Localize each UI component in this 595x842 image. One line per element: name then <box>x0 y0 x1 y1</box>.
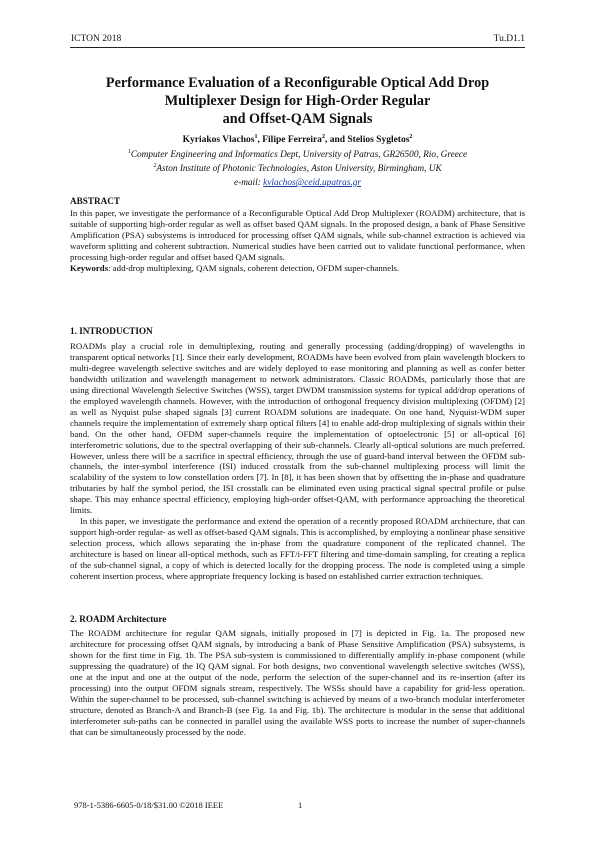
author-3: Stelios Sygletos <box>347 135 410 145</box>
paper-title <box>70 74 525 128</box>
title-line-2: Multiplexer Design for High-Order Regular <box>164 93 431 109</box>
affiliation-1-mark: 1 <box>127 148 131 155</box>
affiliation-1 <box>70 150 525 160</box>
paper-code: Tu.D1.1 <box>493 34 525 44</box>
author-1: Kyriakos Vlachos <box>182 135 255 145</box>
contact-email <box>70 178 525 188</box>
keywords-text: : add-drop multiplexing, QAM signals, coherent detection, OFDM super-channels. <box>108 262 400 273</box>
section-1-paragraph-2: In this paper, we investigate the performance and extend the operation of a recently proposed ROADM architecture, that can support high-order regular- as well as offset-based QAM signals. This is accomplished, by employing a nonlinear phase sensitive selection process, which allows separating the in-phase from the quadrature component of the replicated channel. The architecture is based on linear all-optical methods, such as FFT/i-FFT filtering and time-domain sampling, for creating a replica of the sub-channel signal, a copy of which is detected locally for the dropping process. The node is completed using a simple coherent insertion process, where appropriate frequency locking is based on established carrier extraction techniques. <box>70 516 525 582</box>
title-line-1: Performance Evaluation of a Reconfigurable Optical Add Drop <box>105 75 490 91</box>
section-1-paragraph-1: ROADMs play a crucial role in demultiplexing, routing and generally processing (adding/dropping) of wavelengths in transparent optical networks [1]. Since their early development, ROADMs have been evolved from plain wavelength blockers to multi-degree wavelength selective switches and are widely deployed to ease monitoring and planning as well as confer better bandwidth utilization and wavelength management to network administrators. Classic ROADMs, particularly those that are using directional Wavelength Selective Switches (WSS), target DWDM transmission systems for typical add/drop operations of the employed wavelength channels. However, with the introduction of orthogonal frequency division multiplexing (OFDM) [2] as well as Nyquist pulse shaped signals [3] current ROADM solutions are inadequate. On one hand, Nyquist-WDM super channels require the implementation of extremely sharp optical filters [4] to enable add-drop multiplexing of signals within their band. On the other hand, OFDM super-channels require the implementation of optoelectronic [5] or all-optical [6] interferometric solutions, due to the spectral overlapping of their sub-channels. Clearly all-optical solutions are much preferred. However, unless there will be a sacrifice in spectral efficiency, through the use of guard-band interval between the OFDM sub-channels, the inter-symbol interference (ISI) induced crosstalk from the sub-channel multiplexing process will limit the scalability of the system to low constellation orders [7]. In [8], it has been shown that by offsetting the in-phase and quadrature tributaries by half the symbol period, the ISI crosstalk can be eliminated even using practical signal spectral profile or pulse shape. This may enhance spectral efficiency, employing high-order offset-QAM, with performance approaching the theoretical limits. <box>70 341 525 516</box>
affiliation-2-text: Aston Institute of Photonic Technologies, Aston University, Birmingham, UK <box>156 164 442 174</box>
author-2-affil: 2 <box>321 133 325 140</box>
affiliation-2 <box>70 164 525 174</box>
author-2: Filipe Ferreira <box>262 135 322 145</box>
abstract-body <box>70 208 525 274</box>
author-separator: , and <box>324 135 348 145</box>
abstract-heading: ABSTRACT <box>70 196 121 206</box>
affiliation-1-text: Computer Engineering and Informatics Dept, University of Patras, GR26500, Rio, Greece <box>130 150 468 160</box>
conference-name: ICTON 2018 <box>71 34 122 44</box>
section-1-body <box>70 341 525 582</box>
title-line-3: and Offset-QAM Signals <box>222 111 373 127</box>
header-rule <box>70 47 525 48</box>
keywords-label: Keywords <box>70 262 109 273</box>
abstract-text: In this paper, we investigate the performance of a Reconfigurable Optical Add Drop Multiplexer (ROADM) architecture, that is suitable of supporting high-order regular as well as offset based QAM signals. In the proposed design, a bank of Phase Sensitive Amplification (PSA) subsystems is introduced for processing offset QAM signals, while sub-channel extraction is achieved via waveform splitting and coherent subtraction. Numerical studies have been carried out to validate functional performance, when processing high-order regular and offset based QAM signals. <box>70 208 525 262</box>
author-3-affil: 2 <box>409 133 413 140</box>
section-1-heading: 1. INTRODUCTION <box>70 326 153 336</box>
section-2-paragraph-1: The ROADM architecture for regular QAM signals, initially proposed in [7] is depicted in Fig. 1a. The proposed new architecture for processing offset QAM signals, by introducing a bank of Phase Sensitive Amplification (PSA) subsystems, is shown for the first time in Fig. 1b. The PSA sub-system is commissioned to differentially amplify in-phase component (while suppressing the quadrature) of the IQ QAM signal. For both designs, two conventional wavelength selective switches (WSS), one at the input and one at the output of the node, perform the selection of the super-channel and its re-insertion (after its processing) into the output OFDM signals stream, respectively. The WSSs should have a capability for grid-less operation. Within the super-channel to be processed, sub-channel switching is achieved by means of a two-branch modular interferometer structure, denoted as Branch-A and Branch-B (see Fig. 1a and Fig. 1b). The architecture is modular in the sense that additional interferometer sub-paths can be connected in parallel using the available WSS ports to increase the number of super-channels that can be simultaneously processed by the node. <box>70 628 525 737</box>
affiliation-2-mark: 2 <box>153 162 157 169</box>
email-label: e-mail: <box>233 178 264 188</box>
copyright-notice: 978-1-5386-6605-0/18/$31.00 ©2018 IEEE <box>74 800 224 810</box>
author-separator: , <box>257 135 263 145</box>
page-number: 1 <box>298 800 303 810</box>
email-link[interactable]: kvlachos@ceid.upatras.gr <box>263 178 362 188</box>
author-list <box>70 135 525 145</box>
section-2-body <box>70 628 525 738</box>
author-1-affil: 1 <box>254 133 258 140</box>
section-2-heading: 2. ROADM Architecture <box>70 614 167 624</box>
